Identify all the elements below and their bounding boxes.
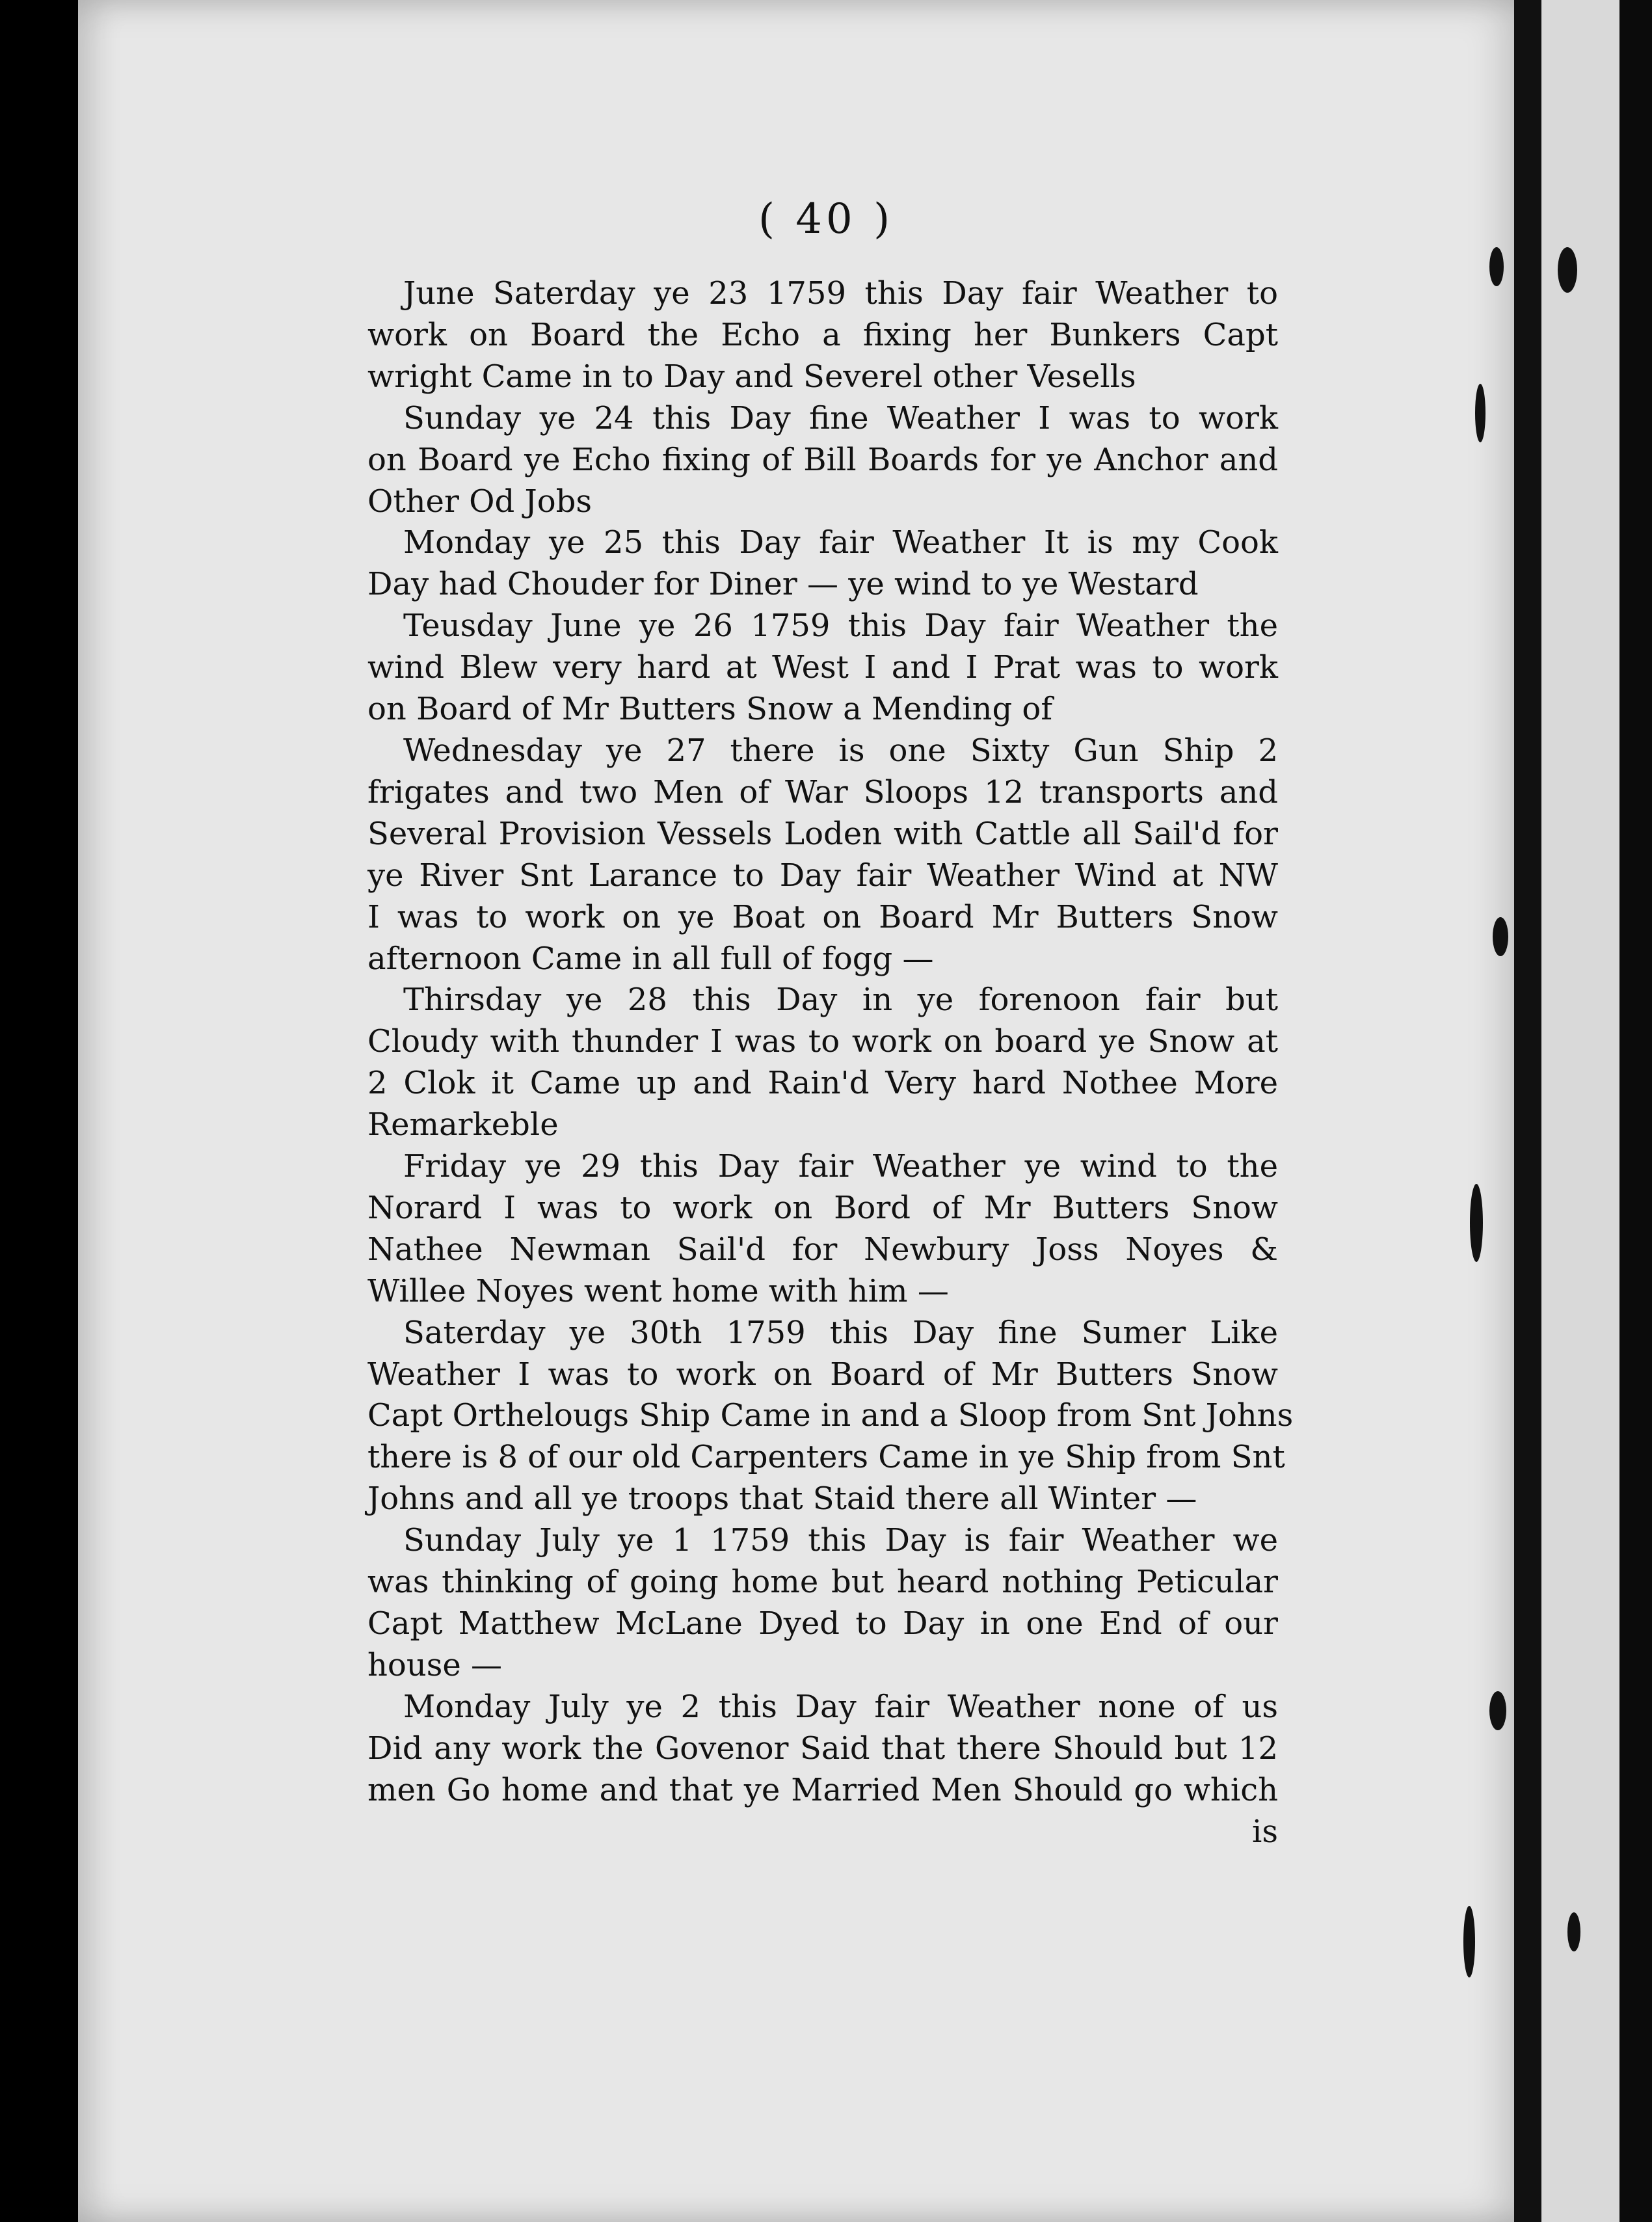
text-line: Monday ye 25 this Day fair Weather It is my Cook xyxy=(403,524,1278,561)
text-line: on Board ye Echo fixing of Bill Boards for ye Anchor and xyxy=(367,441,1278,478)
text-line: wright Came in to Day and Severel other Vesells xyxy=(367,358,1136,395)
text-line: Remarkeble xyxy=(367,1106,559,1144)
diary-text xyxy=(367,273,1294,1853)
text-line: wind Blew very hard at West I and I Prat was to work xyxy=(367,649,1278,686)
text-line: there is 8 of our old Carpenters Came in ye Ship from Snt xyxy=(367,1439,1285,1476)
page-number: ( 40 ) xyxy=(758,195,894,243)
text-line: on Board of Mr Butters Snow a Mending of xyxy=(367,691,1053,728)
text-line: Several Provision Vessels Loden with Cattle all Sail'd for xyxy=(367,815,1278,852)
ink-blot xyxy=(1463,1906,1475,1977)
text-line: Sunday ye 24 this Day fine Weather I was to work xyxy=(403,399,1278,436)
text-line: Weather I was to work on Board of Mr Butters Snow xyxy=(367,1356,1278,1393)
text-line: Capt Matthew McLane Dyed to Day in one End of our xyxy=(367,1605,1278,1642)
text-line: Wednesday ye 27 there is one Sixty Gun Ship 2 xyxy=(403,732,1278,769)
text-line: Friday ye 29 this Day fair Weather ye wind to the xyxy=(403,1148,1278,1185)
catchword: is xyxy=(1252,1813,1278,1850)
text-line: 2 Clok it Came up and Rain'd Very hard Nothee More xyxy=(367,1065,1278,1102)
text-line: men Go home and that ye Married Men Should go which xyxy=(367,1771,1278,1808)
text-line: frigates and two Men of War Sloops 12 transports and xyxy=(367,773,1278,810)
text-line: Teusday June ye 26 1759 this Day fair Weather the xyxy=(403,608,1278,645)
text-line: afternoon Came in all full of fogg — xyxy=(367,940,934,977)
ink-blot xyxy=(1493,917,1508,956)
page-gutter-shadow xyxy=(1514,0,1541,2222)
text-line: Norard I was to work on Bord of Mr Butters Snow xyxy=(367,1189,1278,1226)
text-line: Willee Noyes went home with him — xyxy=(367,1272,949,1309)
text-line: was thinking of going home but heard nothing Peticular xyxy=(367,1564,1278,1601)
text-line: Johns and all ye troops that Staid there all Winter — xyxy=(367,1480,1197,1518)
text-line: Thirsday ye 28 this Day in ye forenoon fair but xyxy=(403,982,1278,1019)
text-line: work on Board the Echo a fixing her Bunkers Capt xyxy=(367,316,1278,353)
text-line: Sunday July ye 1 1759 this Day is fair Weather we xyxy=(403,1522,1278,1559)
text-line: I was to work on ye Boat on Board Mr Butters Snow xyxy=(367,898,1278,935)
text-line: Nathee Newman Sail'd for Newbury Joss Noyes & xyxy=(367,1231,1278,1268)
ink-blot xyxy=(1470,1184,1483,1262)
text-line: ye River Snt Larance to Day fair Weather Wind at NW xyxy=(367,857,1278,894)
text-line: Monday July ye 2 this Day fair Weather none of us xyxy=(403,1688,1278,1725)
scan-border-right xyxy=(1619,0,1652,2222)
text-line: house — xyxy=(367,1646,503,1683)
text-line: Capt Orthelougs Ship Came in and a Sloop from Snt Johns xyxy=(367,1397,1294,1434)
text-line: Did any work the Govenor Said that there Should but 12 xyxy=(367,1730,1278,1767)
text-line: Cloudy with thunder I was to work on board ye Snow at xyxy=(367,1023,1278,1060)
ink-blot xyxy=(1489,247,1504,286)
ink-blot xyxy=(1489,1691,1506,1730)
text-line: June Saterday ye 23 1759 this Day fair Weather to xyxy=(403,275,1278,312)
text-line: Other Od Jobs xyxy=(367,483,592,520)
text-line: Saterday ye 30th 1759 this Day fine Sumer Like xyxy=(403,1314,1278,1351)
ink-blot xyxy=(1558,247,1577,293)
ink-blot xyxy=(1475,384,1485,442)
text-line: Day had Chouder for Diner — ye wind to ye Westard xyxy=(367,566,1199,603)
ink-blot xyxy=(1567,1912,1580,1951)
